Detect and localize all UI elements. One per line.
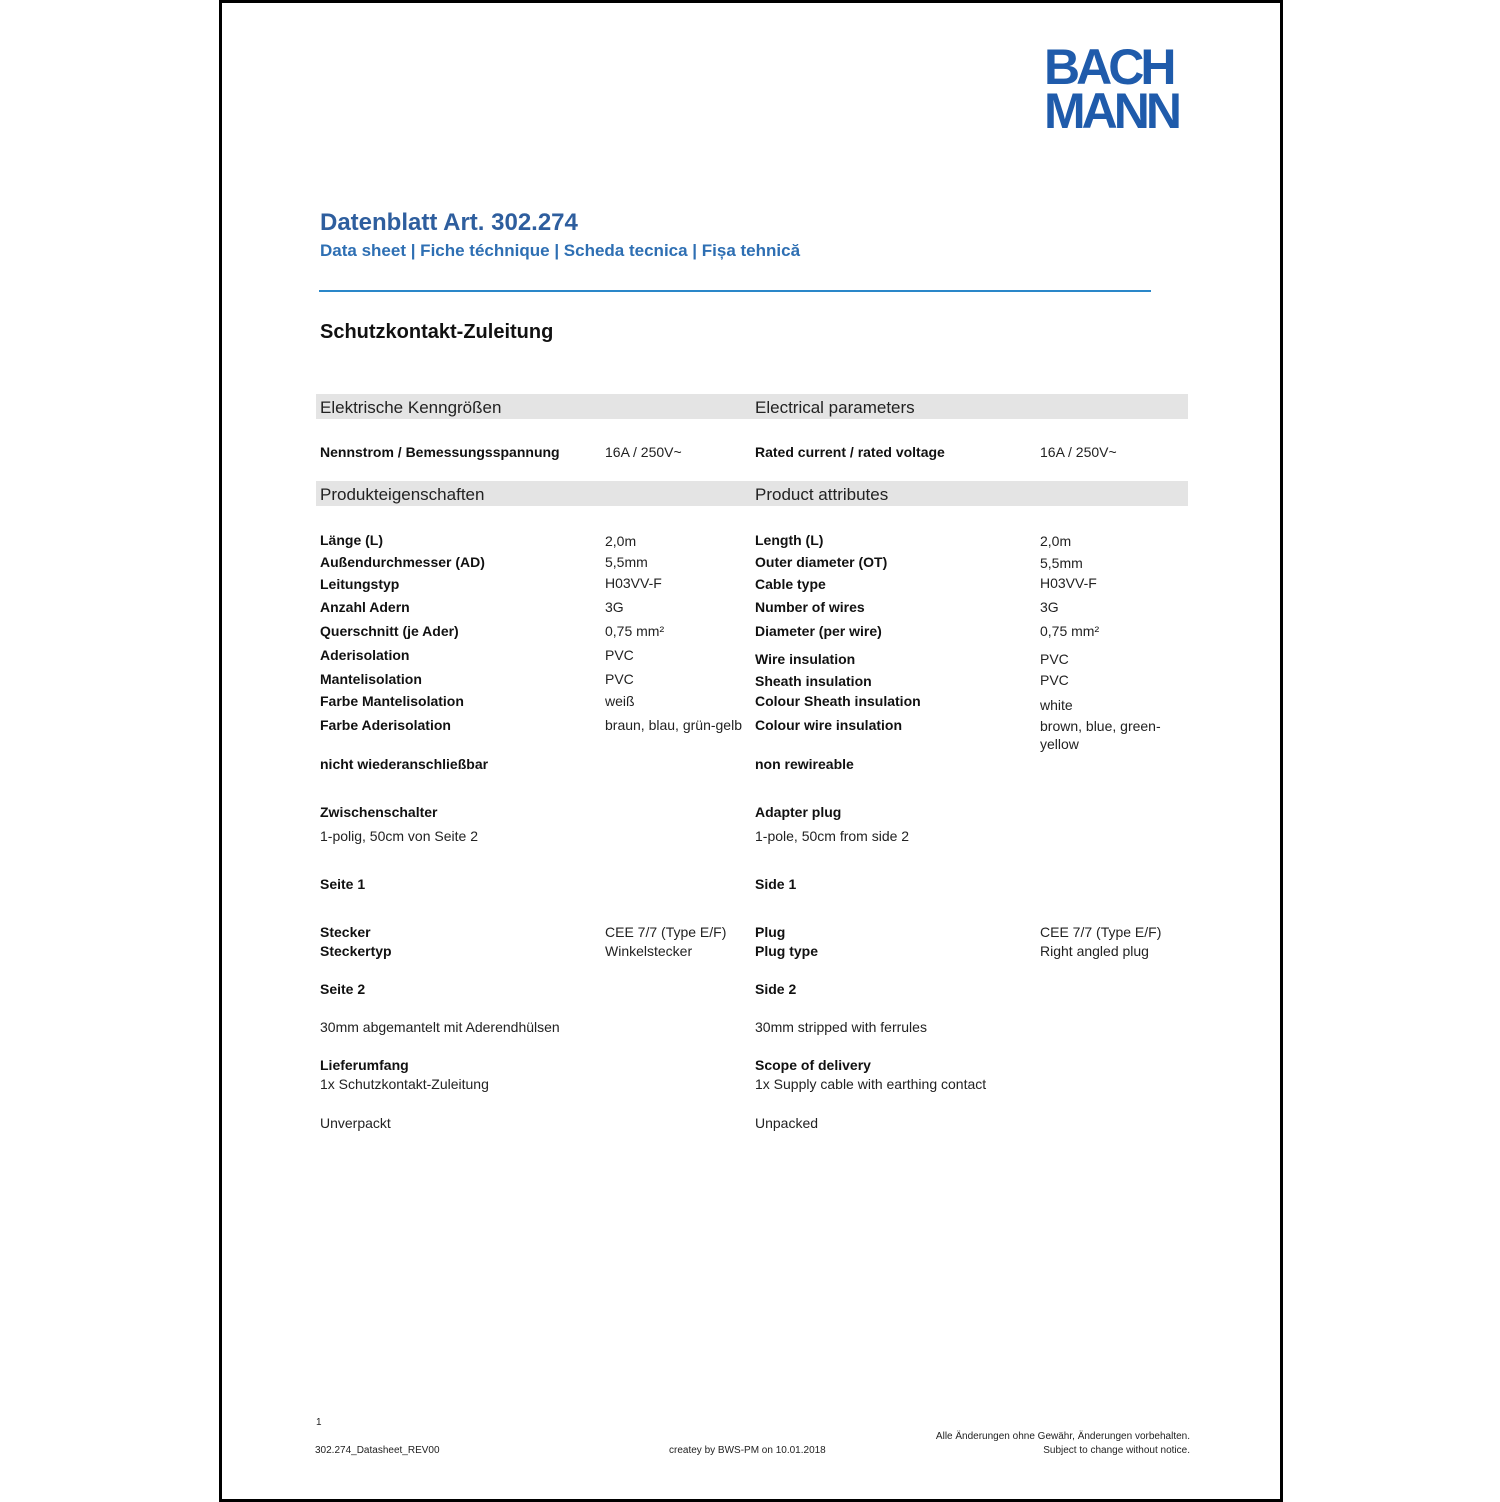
delivery-label-en: Scope of delivery — [755, 1057, 871, 1073]
attr-label-en: Wire insulation — [755, 651, 856, 667]
attr-value-en: 2,0m — [1040, 533, 1072, 549]
attr-value-de: 3G — [605, 599, 624, 615]
title-divider — [319, 290, 1151, 292]
rated-label-de: Nennstrom / Bemessungsspannung — [320, 444, 560, 460]
delivery-label-de: Lieferumfang — [320, 1057, 409, 1073]
attr-label-en: Outer diameter (OT) — [755, 554, 888, 570]
attr-label-de: Außendurchmesser (AD) — [320, 554, 485, 570]
attr-value-en: PVC — [1040, 651, 1069, 667]
datasheet-page — [219, 0, 1283, 1502]
attr-label-de: Farbe Aderisolation — [320, 717, 451, 733]
section-product-en: Product attributes — [755, 485, 889, 504]
footer-notice-en: Subject to change without notice. — [1043, 1445, 1190, 1456]
footer-file-name: 302.274_Datasheet_REV00 — [315, 1445, 440, 1456]
attr-value-en: white — [1040, 697, 1073, 713]
attr-value-de: 2,0m — [605, 533, 637, 549]
rated-value-en: 16A / 250V~ — [1040, 444, 1117, 460]
plugtype-label-en: Plug type — [755, 943, 819, 959]
attr-value-de: PVC — [605, 647, 634, 663]
attr-value-de: PVC — [605, 671, 634, 687]
side2-heading-en: Side 2 — [755, 981, 797, 997]
attr-value-de: weiß — [605, 693, 635, 709]
page-number: 1 — [316, 1417, 322, 1428]
side2-value-en: 30mm stripped with ferrules — [755, 1019, 927, 1035]
side1-heading-de: Seite 1 — [320, 876, 366, 892]
logo-line-1: BACH — [1044, 39, 1173, 95]
side1-heading-en: Side 1 — [755, 876, 797, 892]
switch-value-en: 1-pole, 50cm from side 2 — [755, 828, 910, 844]
section-electrical-en: Electrical parameters — [755, 398, 915, 417]
attr-value-en: 5,5mm — [1040, 555, 1083, 571]
attr-value-de: H03VV-F — [605, 575, 662, 591]
attr-value-de: braun, blau, grün-gelb — [605, 717, 742, 733]
logo-line-2: MANN — [1044, 83, 1178, 139]
plug-label-en: Plug — [755, 924, 786, 940]
attr-value-en: brown, blue, green-yellow — [1040, 718, 1161, 752]
attr-label-de: Mantelisolation — [320, 671, 422, 687]
attr-label-de: Anzahl Adern — [320, 599, 410, 615]
rated-value-de: 16A / 250V~ — [605, 444, 682, 460]
attr-label-de: Querschnitt (je Ader) — [320, 623, 459, 639]
delivery-value-en: 1x Supply cable with earthing contact — [755, 1076, 987, 1092]
attr-value-en: H03VV-F — [1040, 575, 1097, 591]
section-product-de: Produkteigenschaften — [320, 485, 485, 504]
attr-label-en: Cable type — [755, 576, 826, 592]
plugtype-value-de: Winkelstecker — [605, 943, 693, 959]
attr-value-de: 5,5mm — [605, 554, 648, 570]
attr-label-en: Diameter (per wire) — [755, 623, 882, 639]
attr-label-de: Leitungstyp — [320, 576, 400, 592]
attr-label-de: Aderisolation — [320, 647, 410, 663]
footer-created: createy by BWS-PM on 10.01.2018 — [669, 1445, 826, 1456]
plugtype-label-de: Steckertyp — [320, 943, 392, 959]
packaging-en: Unpacked — [755, 1115, 819, 1131]
rated-label-en: Rated current / rated voltage — [755, 444, 945, 460]
document-subtitle: Data sheet | Fiche téchnique | Scheda tecnica | Fișa tehnică — [320, 241, 801, 260]
packaging-de: Unverpackt — [320, 1115, 391, 1131]
attr-label-de: Farbe Mantelisolation — [320, 693, 464, 709]
delivery-value-de: 1x Schutzkontakt-Zuleitung — [320, 1076, 489, 1092]
attr-value-en: 0,75 mm² — [1040, 623, 1100, 639]
rewire-note-de: nicht wiederanschließbar — [320, 756, 489, 772]
document-title: Datenblatt Art. 302.274 — [320, 209, 578, 236]
attr-label-en: Length (L) — [755, 532, 824, 548]
product-heading: Schutzkontakt-Zuleitung — [320, 321, 554, 343]
section-electrical-de: Elektrische Kenngrößen — [320, 398, 502, 417]
attr-label-en: Colour wire insulation — [755, 717, 903, 733]
attr-value-en: 3G — [1040, 599, 1059, 615]
attr-label-en: Number of wires — [755, 599, 865, 615]
plug-label-de: Stecker — [320, 924, 371, 940]
plug-value-en: CEE 7/7 (Type E/F) — [1040, 924, 1162, 940]
switch-value-de: 1-polig, 50cm von Seite 2 — [320, 828, 478, 844]
attr-value-en: PVC — [1040, 672, 1069, 688]
rewire-note-en: non rewireable — [755, 756, 854, 772]
plug-value-de: CEE 7/7 (Type E/F) — [605, 924, 727, 940]
attr-label-de: Länge (L) — [320, 532, 383, 548]
attr-label-en: Colour Sheath insulation — [755, 693, 921, 709]
side2-heading-de: Seite 2 — [320, 981, 366, 997]
switch-label-de: Zwischenschalter — [320, 804, 438, 820]
bachmann-logo — [1044, 39, 1192, 139]
attr-value-de: 0,75 mm² — [605, 623, 665, 639]
switch-label-en: Adapter plug — [755, 804, 842, 820]
footer-notice-de: Alle Änderungen ohne Gewähr, Änderungen vorbehalten. — [935, 1431, 1190, 1442]
side2-value-de: 30mm abgemantelt mit Aderendhülsen — [320, 1019, 560, 1035]
plugtype-value-en: Right angled plug — [1040, 943, 1149, 959]
attr-label-en: Sheath insulation — [755, 673, 872, 689]
